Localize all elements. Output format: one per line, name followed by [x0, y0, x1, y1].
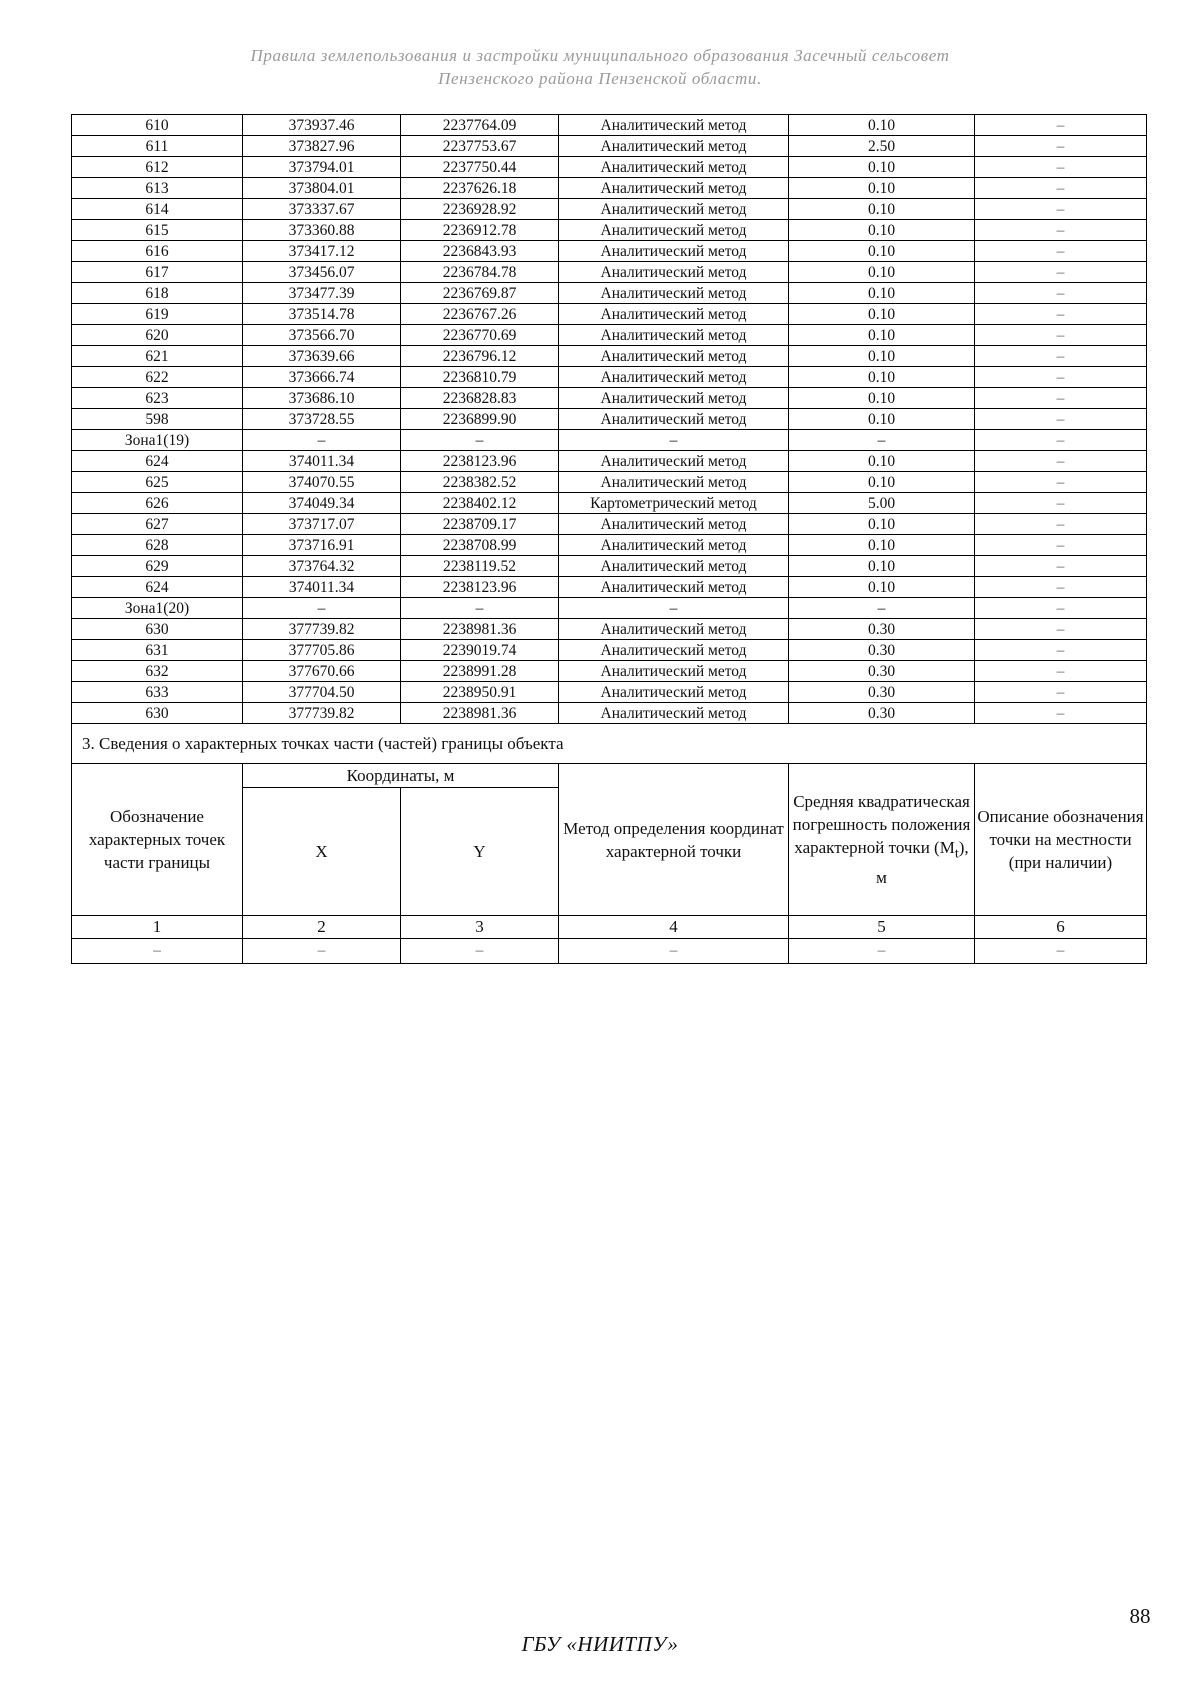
y-cell: 2236769.87: [401, 283, 559, 304]
table-row: [72, 640, 1147, 661]
y-cell: 2237750.44: [401, 157, 559, 178]
error-cell: 0.10: [789, 115, 975, 136]
x-cell: 373716.91: [243, 535, 401, 556]
description-cell: –: [975, 556, 1147, 577]
point-cell: 627: [72, 514, 243, 535]
x-cell: 373794.01: [243, 157, 401, 178]
table-row: [72, 556, 1147, 577]
point-cell: 628: [72, 535, 243, 556]
description-cell: –: [975, 283, 1147, 304]
error-cell: 0.10: [789, 283, 975, 304]
description-cell: –: [975, 262, 1147, 283]
section-3-title: 3. Сведения о характерных точках части (частей) границы объекта: [72, 724, 1147, 764]
y-cell: 2238402.12: [401, 493, 559, 514]
table-row: [72, 661, 1147, 682]
x-cell: 373337.67: [243, 199, 401, 220]
method-cell: –: [559, 598, 789, 619]
x-cell: 373937.46: [243, 115, 401, 136]
empty-cell: –: [243, 939, 401, 964]
method-cell: Аналитический метод: [559, 178, 789, 199]
x-cell: 373477.39: [243, 283, 401, 304]
description-cell: –: [975, 115, 1147, 136]
column-number: 4: [559, 916, 789, 939]
empty-row: [72, 939, 1147, 964]
description-cell: –: [975, 661, 1147, 682]
header-line-2: Пензенского района Пензенской области.: [438, 69, 762, 88]
table-row: [72, 388, 1147, 409]
method-cell: Аналитический метод: [559, 409, 789, 430]
method-cell: Аналитический метод: [559, 388, 789, 409]
page-footer: ГБУ «НИИТПУ»: [521, 1632, 679, 1656]
y-cell: –: [401, 598, 559, 619]
column-number: 3: [401, 916, 559, 939]
y-cell: 2236767.26: [401, 304, 559, 325]
description-cell: –: [975, 409, 1147, 430]
point-cell: 623: [72, 388, 243, 409]
method-cell: Аналитический метод: [559, 115, 789, 136]
error-cell: 0.30: [789, 703, 975, 724]
section-3: [72, 724, 1147, 964]
table-row: [72, 325, 1147, 346]
empty-cell: –: [401, 939, 559, 964]
header-line-1: Правила землепользования и застройки муниципального образования Засечный сельсовет: [250, 46, 950, 65]
x-cell: 377670.66: [243, 661, 401, 682]
x-cell: 373804.01: [243, 178, 401, 199]
error-cell: 5.00: [789, 493, 975, 514]
header-mean-square-error: Средняя квадратическая погрешность положения характерной точки $(M_t)$, м: [789, 764, 975, 916]
point-cell: 631: [72, 640, 243, 661]
method-cell: Аналитический метод: [559, 136, 789, 157]
method-cell: Аналитический метод: [559, 703, 789, 724]
y-cell: 2236843.93: [401, 241, 559, 262]
description-cell: –: [975, 325, 1147, 346]
column-number: 6: [975, 916, 1147, 939]
points-table-container: [71, 114, 1146, 964]
description-cell: –: [975, 220, 1147, 241]
method-cell: Аналитический метод: [559, 472, 789, 493]
method-cell: Аналитический метод: [559, 682, 789, 703]
description-cell: –: [975, 598, 1147, 619]
description-cell: –: [975, 304, 1147, 325]
description-cell: –: [975, 367, 1147, 388]
point-cell: 598: [72, 409, 243, 430]
y-cell: 2236928.92: [401, 199, 559, 220]
description-cell: –: [975, 346, 1147, 367]
header-point-designation: Обозначение характерных точек части границы: [72, 764, 243, 916]
y-cell: 2238950.91: [401, 682, 559, 703]
x-cell: 373566.70: [243, 325, 401, 346]
y-cell: 2237626.18: [401, 178, 559, 199]
table-row: [72, 346, 1147, 367]
y-cell: 2238119.52: [401, 556, 559, 577]
x-cell: 373686.10: [243, 388, 401, 409]
empty-cell: –: [559, 939, 789, 964]
point-cell: 612: [72, 157, 243, 178]
table-row: [72, 220, 1147, 241]
table-row: [72, 598, 1147, 619]
x-cell: 377705.86: [243, 640, 401, 661]
point-cell: 620: [72, 325, 243, 346]
description-cell: –: [975, 682, 1147, 703]
points-table: [71, 114, 1147, 964]
table-row: [72, 304, 1147, 325]
description-cell: –: [975, 703, 1147, 724]
error-cell: 0.30: [789, 619, 975, 640]
method-cell: Аналитический метод: [559, 262, 789, 283]
x-cell: 377739.82: [243, 703, 401, 724]
x-cell: 373639.66: [243, 346, 401, 367]
point-cell: 624: [72, 577, 243, 598]
error-cell: 0.10: [789, 577, 975, 598]
page-number: 88: [1129, 1604, 1151, 1628]
point-cell: 626: [72, 493, 243, 514]
empty-cell: –: [975, 939, 1147, 964]
error-cell: 0.10: [789, 388, 975, 409]
y-cell: –: [401, 430, 559, 451]
description-cell: –: [975, 577, 1147, 598]
table-row: [72, 157, 1147, 178]
y-cell: 2239019.74: [401, 640, 559, 661]
error-cell: 0.10: [789, 346, 975, 367]
error-cell: 0.10: [789, 409, 975, 430]
table-row: [72, 262, 1147, 283]
point-cell: 622: [72, 367, 243, 388]
point-cell: 611: [72, 136, 243, 157]
points-table-body: [72, 115, 1147, 724]
x-cell: 373827.96: [243, 136, 401, 157]
method-cell: Аналитический метод: [559, 220, 789, 241]
x-cell: 377739.82: [243, 619, 401, 640]
x-cell: 374070.55: [243, 472, 401, 493]
method-cell: Аналитический метод: [559, 346, 789, 367]
error-cell: 0.10: [789, 451, 975, 472]
y-cell: 2236810.79: [401, 367, 559, 388]
y-cell: 2237753.67: [401, 136, 559, 157]
description-cell: –: [975, 514, 1147, 535]
y-cell: 2238709.17: [401, 514, 559, 535]
description-cell: –: [975, 535, 1147, 556]
x-cell: 374011.34: [243, 577, 401, 598]
error-cell: 0.10: [789, 262, 975, 283]
description-cell: –: [975, 178, 1147, 199]
error-cell: –: [789, 598, 975, 619]
method-cell: Аналитический метод: [559, 577, 789, 598]
error-cell: 0.10: [789, 472, 975, 493]
table-row: [72, 430, 1147, 451]
x-cell: 377704.50: [243, 682, 401, 703]
error-cell: 0.10: [789, 199, 975, 220]
y-cell: 2236770.69: [401, 325, 559, 346]
header-y: Y: [401, 788, 559, 916]
header-coordinates: Координаты, м: [243, 764, 559, 788]
empty-cell: –: [72, 939, 243, 964]
description-cell: –: [975, 451, 1147, 472]
point-cell: 624: [72, 451, 243, 472]
x-cell: 373728.55: [243, 409, 401, 430]
y-cell: 2236828.83: [401, 388, 559, 409]
x-cell: 373717.07: [243, 514, 401, 535]
table-row: [72, 283, 1147, 304]
method-cell: Картометрический метод: [559, 493, 789, 514]
error-cell: –: [789, 430, 975, 451]
point-cell: 616: [72, 241, 243, 262]
error-cell: 0.10: [789, 220, 975, 241]
table-row: [72, 241, 1147, 262]
x-cell: 374011.34: [243, 451, 401, 472]
error-cell: 0.10: [789, 241, 975, 262]
error-cell: 0.30: [789, 640, 975, 661]
table-row: [72, 703, 1147, 724]
x-cell: 373764.32: [243, 556, 401, 577]
y-cell: 2238981.36: [401, 619, 559, 640]
column-number: 2: [243, 916, 401, 939]
table-row: [72, 472, 1147, 493]
method-cell: –: [559, 430, 789, 451]
point-cell: 614: [72, 199, 243, 220]
method-cell: Аналитический метод: [559, 535, 789, 556]
point-cell: 629: [72, 556, 243, 577]
description-cell: –: [975, 619, 1147, 640]
method-cell: Аналитический метод: [559, 304, 789, 325]
error-cell: 0.10: [789, 556, 975, 577]
method-cell: Аналитический метод: [559, 325, 789, 346]
table-row: [72, 535, 1147, 556]
error-cell: 0.30: [789, 682, 975, 703]
x-cell: 373417.12: [243, 241, 401, 262]
table-row: [72, 619, 1147, 640]
x-cell: 373456.07: [243, 262, 401, 283]
x-cell: 374049.34: [243, 493, 401, 514]
description-cell: –: [975, 199, 1147, 220]
table-row: [72, 451, 1147, 472]
table-row: [72, 409, 1147, 430]
description-cell: –: [975, 136, 1147, 157]
point-cell: 613: [72, 178, 243, 199]
error-cell: 0.10: [789, 367, 975, 388]
y-cell: 2238123.96: [401, 577, 559, 598]
table-row: [72, 178, 1147, 199]
y-cell: 2236796.12: [401, 346, 559, 367]
point-cell: 618: [72, 283, 243, 304]
method-cell: Аналитический метод: [559, 661, 789, 682]
table-row: [72, 514, 1147, 535]
table-row: [72, 367, 1147, 388]
point-cell: 633: [72, 682, 243, 703]
header-x: X: [243, 788, 401, 916]
point-cell: 619: [72, 304, 243, 325]
table-row: [72, 682, 1147, 703]
column-number: 5: [789, 916, 975, 939]
header-description: Описание обозначения точки на местности (при наличии): [975, 764, 1147, 916]
error-cell: 0.10: [789, 325, 975, 346]
point-cell: Зона1(20): [72, 598, 243, 619]
description-cell: –: [975, 430, 1147, 451]
table-row: [72, 577, 1147, 598]
x-cell: 373666.74: [243, 367, 401, 388]
error-cell: 0.10: [789, 304, 975, 325]
column-number: 1: [72, 916, 243, 939]
header-method: Метод определения координат характерной точки: [559, 764, 789, 916]
y-cell: 2238991.28: [401, 661, 559, 682]
y-cell: 2237764.09: [401, 115, 559, 136]
method-cell: Аналитический метод: [559, 619, 789, 640]
x-cell: –: [243, 430, 401, 451]
description-cell: –: [975, 388, 1147, 409]
method-cell: Аналитический метод: [559, 199, 789, 220]
description-cell: –: [975, 493, 1147, 514]
description-cell: –: [975, 157, 1147, 178]
y-cell: 2238708.99: [401, 535, 559, 556]
description-cell: –: [975, 640, 1147, 661]
error-cell: 2.50: [789, 136, 975, 157]
running-header: [0, 44, 1200, 90]
point-cell: 610: [72, 115, 243, 136]
point-cell: 617: [72, 262, 243, 283]
description-cell: –: [975, 241, 1147, 262]
point-cell: 625: [72, 472, 243, 493]
point-cell: 632: [72, 661, 243, 682]
y-cell: 2238382.52: [401, 472, 559, 493]
description-cell: –: [975, 472, 1147, 493]
method-cell: Аналитический метод: [559, 556, 789, 577]
x-cell: 373514.78: [243, 304, 401, 325]
y-cell: 2236912.78: [401, 220, 559, 241]
y-cell: 2238981.36: [401, 703, 559, 724]
point-cell: 615: [72, 220, 243, 241]
column-numbers-row: [72, 916, 1147, 939]
method-cell: Аналитический метод: [559, 514, 789, 535]
error-cell: 0.30: [789, 661, 975, 682]
error-cell: 0.10: [789, 514, 975, 535]
method-cell: Аналитический метод: [559, 367, 789, 388]
x-cell: –: [243, 598, 401, 619]
x-cell: 373360.88: [243, 220, 401, 241]
point-cell: 621: [72, 346, 243, 367]
empty-cell: –: [789, 939, 975, 964]
point-cell: 630: [72, 703, 243, 724]
point-cell: Зона1(19): [72, 430, 243, 451]
table-row: [72, 115, 1147, 136]
error-cell: 0.10: [789, 157, 975, 178]
method-cell: Аналитический метод: [559, 283, 789, 304]
y-cell: 2238123.96: [401, 451, 559, 472]
error-cell: 0.10: [789, 178, 975, 199]
method-cell: Аналитический метод: [559, 640, 789, 661]
table-row: [72, 493, 1147, 514]
method-cell: Аналитический метод: [559, 241, 789, 262]
table-row: [72, 199, 1147, 220]
error-cell: 0.10: [789, 535, 975, 556]
table-row: [72, 136, 1147, 157]
point-cell: 630: [72, 619, 243, 640]
method-cell: Аналитический метод: [559, 451, 789, 472]
y-cell: 2236784.78: [401, 262, 559, 283]
method-cell: Аналитический метод: [559, 157, 789, 178]
y-cell: 2236899.90: [401, 409, 559, 430]
